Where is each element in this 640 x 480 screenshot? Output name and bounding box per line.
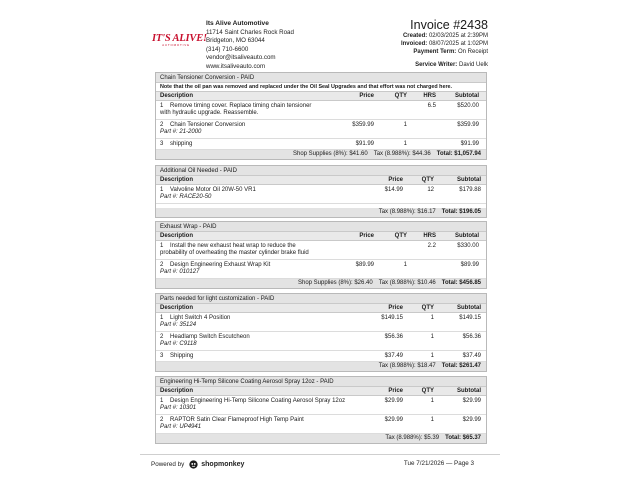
item-description: shipping bbox=[170, 140, 193, 147]
col-description: Description bbox=[160, 93, 194, 99]
section-exhaust-wrap bbox=[155, 221, 487, 289]
part-value: 21-2000 bbox=[179, 129, 202, 136]
section-note: Note that the oil pan was removed and replaced under the Oil Seal Upgrades and that effort was not charged here. bbox=[156, 83, 486, 92]
part-value: C9118 bbox=[179, 341, 197, 348]
part-label: Part #: bbox=[160, 424, 178, 431]
item-hrs: 2.2 bbox=[427, 242, 436, 249]
section-total: Total: $261.47 bbox=[441, 363, 481, 370]
section-total: Total: $456.85 bbox=[441, 280, 481, 287]
part-label: Part #: bbox=[160, 129, 178, 136]
section-title: Engineering Hi-Temp Silicone Coating Aerosol Spray 12oz - PAID bbox=[156, 377, 486, 387]
item-description-cont: probability of overheating the master cylinder brake fluid bbox=[160, 250, 309, 257]
col-hrs: HRS bbox=[423, 233, 436, 239]
part-number bbox=[160, 269, 342, 277]
shop-address-line1: 11714 Saint Charles Rock Road bbox=[206, 28, 294, 36]
item-subtotal: $56.36 bbox=[462, 333, 481, 340]
created-value: 02/03/2025 at 2:39PM bbox=[428, 33, 488, 39]
item-hrs bbox=[407, 122, 436, 138]
item-subtotal: $89.99 bbox=[460, 261, 479, 268]
logo-text: IT'S ALIVE! bbox=[152, 33, 207, 44]
column-header bbox=[156, 92, 486, 101]
item-number: 1 bbox=[160, 186, 164, 193]
part-number bbox=[160, 322, 375, 330]
part-number bbox=[160, 341, 375, 349]
payment-label: Payment Term: bbox=[413, 48, 457, 55]
item-subtotal: $179.88 bbox=[459, 186, 481, 193]
item-qty: 1 bbox=[430, 416, 434, 423]
section-total: Total: $65.37 bbox=[445, 435, 481, 442]
item-description: Chain Tensioner Conversion bbox=[170, 121, 246, 128]
item-number: 2 bbox=[160, 121, 164, 128]
item-subtotal: $330.00 bbox=[457, 242, 479, 249]
item-subtotal: $359.99 bbox=[457, 121, 479, 128]
writer-label: Service Writer: bbox=[415, 62, 458, 68]
invoice-meta bbox=[401, 18, 488, 56]
section-tax: Tax (8.988%): $16.17 bbox=[378, 209, 436, 216]
item-number: 2 bbox=[160, 416, 164, 423]
col-subtotal: Subtotal bbox=[457, 305, 481, 311]
writer-value: David Uelk bbox=[458, 62, 488, 68]
col-subtotal: Subtotal bbox=[457, 388, 481, 394]
item-number: 1 bbox=[160, 102, 164, 109]
col-description: Description bbox=[160, 177, 194, 183]
payment-value: On Receipt bbox=[457, 48, 488, 55]
section-footer bbox=[156, 362, 486, 371]
part-number bbox=[160, 424, 375, 432]
brand-name[interactable]: shopmonkey bbox=[201, 461, 245, 468]
section-footer bbox=[156, 279, 486, 288]
item-description: RAPTOR Satin Clear Flameproof High Temp Paint bbox=[170, 416, 304, 423]
item-description: Shipping bbox=[170, 352, 194, 359]
item-qty: 1 bbox=[403, 121, 407, 128]
item-qty: 1 bbox=[430, 333, 434, 340]
section-total: Total: $1,057.94 bbox=[436, 151, 481, 158]
shop-email: vendor@itsaliveauto.com bbox=[206, 54, 276, 62]
shop-phone: (314) 710-6600 bbox=[206, 45, 249, 53]
item-description-cont: with hydraulic upgrade. Reassemble. bbox=[160, 110, 259, 117]
item-description: Design Engineering Exhaust Wrap Kit bbox=[170, 261, 271, 268]
item-number: 1 bbox=[160, 314, 164, 321]
part-label: Part #: bbox=[160, 194, 178, 201]
line-item bbox=[156, 415, 486, 434]
section-additional-oil bbox=[155, 165, 487, 218]
shop-info bbox=[206, 20, 294, 72]
line-item bbox=[156, 396, 486, 415]
col-qty: QTY bbox=[421, 177, 434, 183]
item-number: 3 bbox=[160, 352, 164, 359]
shop-supplies: Shop Supplies (8%): $26.40 bbox=[297, 280, 373, 287]
line-item bbox=[156, 313, 486, 332]
item-price: $29.99 bbox=[384, 397, 403, 404]
shopmonkey-logo-icon bbox=[189, 460, 198, 469]
item-hrs bbox=[407, 262, 436, 278]
item-price: $14.99 bbox=[384, 186, 403, 193]
powered-label: Powered by bbox=[151, 461, 185, 468]
item-subtotal: $91.99 bbox=[460, 140, 479, 147]
item-price: $56.36 bbox=[384, 333, 403, 340]
col-qty: QTY bbox=[394, 93, 407, 99]
item-qty: 1 bbox=[430, 314, 434, 321]
column-header bbox=[156, 304, 486, 313]
item-description: Remove timing cover. Replace timing chain tensioner bbox=[170, 102, 312, 109]
created-label: Created: bbox=[402, 33, 428, 39]
shop-website: www.itsaliveauto.com bbox=[206, 62, 266, 70]
line-item bbox=[156, 120, 486, 139]
item-description: Install the new exhaust heat wrap to reduce the bbox=[170, 242, 296, 249]
item-qty: 12 bbox=[427, 186, 434, 193]
part-number bbox=[160, 129, 342, 137]
section-light-customization bbox=[155, 293, 487, 372]
created-line bbox=[401, 33, 488, 41]
section-title: Exhaust Wrap - PAID bbox=[156, 222, 486, 232]
item-number: 1 bbox=[160, 242, 164, 249]
item-subtotal: $149.15 bbox=[459, 314, 481, 321]
shop-name: Its Alive Automotive bbox=[206, 20, 269, 27]
item-qty: 1 bbox=[430, 397, 434, 404]
col-qty: QTY bbox=[394, 233, 407, 239]
item-description: Design Engineering Hi-Temp Silicone Coating Aerosol Spray 12oz bbox=[170, 397, 346, 404]
shop-address-line2: Bridgeton, MO 63044 bbox=[206, 37, 265, 45]
part-value: UP4941 bbox=[179, 424, 202, 431]
col-price: Price bbox=[388, 177, 403, 183]
part-label: Part #: bbox=[160, 322, 178, 329]
section-tax: Tax (8.988%): $44.36 bbox=[373, 151, 431, 158]
item-qty bbox=[374, 243, 407, 259]
item-price: $37.49 bbox=[384, 352, 403, 359]
item-price bbox=[342, 243, 374, 259]
col-price: Price bbox=[359, 93, 374, 99]
part-value: 10301 bbox=[179, 405, 197, 412]
line-item bbox=[156, 139, 486, 150]
item-price bbox=[342, 103, 374, 119]
section-footer bbox=[156, 434, 486, 443]
part-label: Part #: bbox=[160, 269, 178, 276]
item-number: 2 bbox=[160, 261, 164, 268]
item-subtotal: $37.49 bbox=[462, 352, 481, 359]
invoice-title: Invoice #2438 bbox=[410, 18, 488, 32]
item-subtotal: $29.99 bbox=[462, 397, 481, 404]
powered-by bbox=[151, 460, 244, 469]
section-footer bbox=[156, 150, 486, 159]
section-tax: Tax (8.988%): $18.47 bbox=[378, 363, 436, 370]
part-value: 35124 bbox=[179, 322, 197, 329]
section-tax: Tax (8.988%): $10.46 bbox=[378, 280, 436, 287]
service-writer bbox=[415, 62, 488, 68]
col-description: Description bbox=[160, 305, 194, 311]
part-value: 010127 bbox=[179, 269, 200, 276]
part-label: Part #: bbox=[160, 405, 178, 412]
col-price: Price bbox=[388, 305, 403, 311]
section-silicone-coating bbox=[155, 376, 487, 444]
part-value: RACE20-50 bbox=[179, 194, 212, 201]
invoiced-line bbox=[401, 41, 488, 49]
col-price: Price bbox=[359, 233, 374, 239]
line-item bbox=[156, 260, 486, 279]
line-item bbox=[156, 351, 486, 362]
col-description: Description bbox=[160, 388, 194, 394]
item-qty: 1 bbox=[430, 352, 434, 359]
col-subtotal: Subtotal bbox=[457, 177, 481, 183]
section-total: Total: $196.05 bbox=[441, 209, 481, 216]
col-qty: QTY bbox=[421, 388, 434, 394]
col-subtotal: Subtotal bbox=[455, 93, 479, 99]
col-qty: QTY bbox=[421, 305, 434, 311]
item-description: Headlamp Switch Escutcheon bbox=[170, 333, 250, 340]
line-item bbox=[156, 241, 486, 260]
section-chain-tensioner bbox=[155, 72, 487, 160]
item-number: 1 bbox=[160, 397, 164, 404]
item-qty bbox=[374, 103, 407, 119]
section-footer bbox=[156, 208, 486, 217]
item-price: $89.99 bbox=[355, 261, 374, 268]
col-hrs: HRS bbox=[423, 93, 436, 99]
item-hrs bbox=[407, 141, 436, 149]
item-description: Light Switch 4 Position bbox=[170, 314, 231, 321]
shop-logo bbox=[152, 33, 207, 49]
item-number: 3 bbox=[160, 140, 164, 147]
part-number bbox=[160, 405, 375, 413]
item-price: $29.99 bbox=[384, 416, 403, 423]
section-title: Chain Tensioner Conversion - PAID bbox=[156, 73, 486, 83]
column-header bbox=[156, 232, 486, 241]
item-price: $91.99 bbox=[355, 140, 374, 147]
part-number bbox=[160, 194, 375, 202]
item-qty: 1 bbox=[403, 261, 407, 268]
col-price: Price bbox=[388, 388, 403, 394]
section-tax: Tax (8.988%): $5.39 bbox=[385, 435, 440, 442]
invoiced-value: 08/07/2025 at 1:02PM bbox=[428, 40, 488, 47]
logo-subtext: AUTOMOTIVE bbox=[162, 43, 190, 47]
item-subtotal: $520.00 bbox=[457, 102, 479, 109]
item-price: $149.15 bbox=[381, 314, 403, 321]
item-hrs: 6.5 bbox=[427, 102, 436, 109]
col-description: Description bbox=[160, 233, 194, 239]
payment-line bbox=[401, 49, 488, 57]
item-qty: 1 bbox=[403, 140, 407, 147]
part-label: Part #: bbox=[160, 341, 178, 348]
section-title: Parts needed for light customization - PAID bbox=[156, 294, 486, 304]
line-item bbox=[156, 101, 486, 120]
section-title: Additional Oil Needed - PAID bbox=[156, 166, 486, 176]
item-price: $359.99 bbox=[352, 121, 374, 128]
column-header bbox=[156, 387, 486, 396]
item-description: Valvoline Motor Oil 20W-50 VR1 bbox=[170, 186, 256, 193]
page-info: Tue 7/21/2026 — Page 3 bbox=[403, 460, 474, 467]
col-subtotal: Subtotal bbox=[455, 233, 479, 239]
invoiced-label: Invoiced: bbox=[400, 40, 428, 47]
column-header bbox=[156, 176, 486, 185]
footer-divider bbox=[140, 454, 500, 455]
line-item bbox=[156, 332, 486, 351]
line-item bbox=[156, 185, 486, 204]
item-subtotal: $29.99 bbox=[462, 416, 481, 423]
item-number: 2 bbox=[160, 333, 164, 340]
shop-supplies: Shop Supplies (8%): $41.60 bbox=[292, 151, 368, 158]
